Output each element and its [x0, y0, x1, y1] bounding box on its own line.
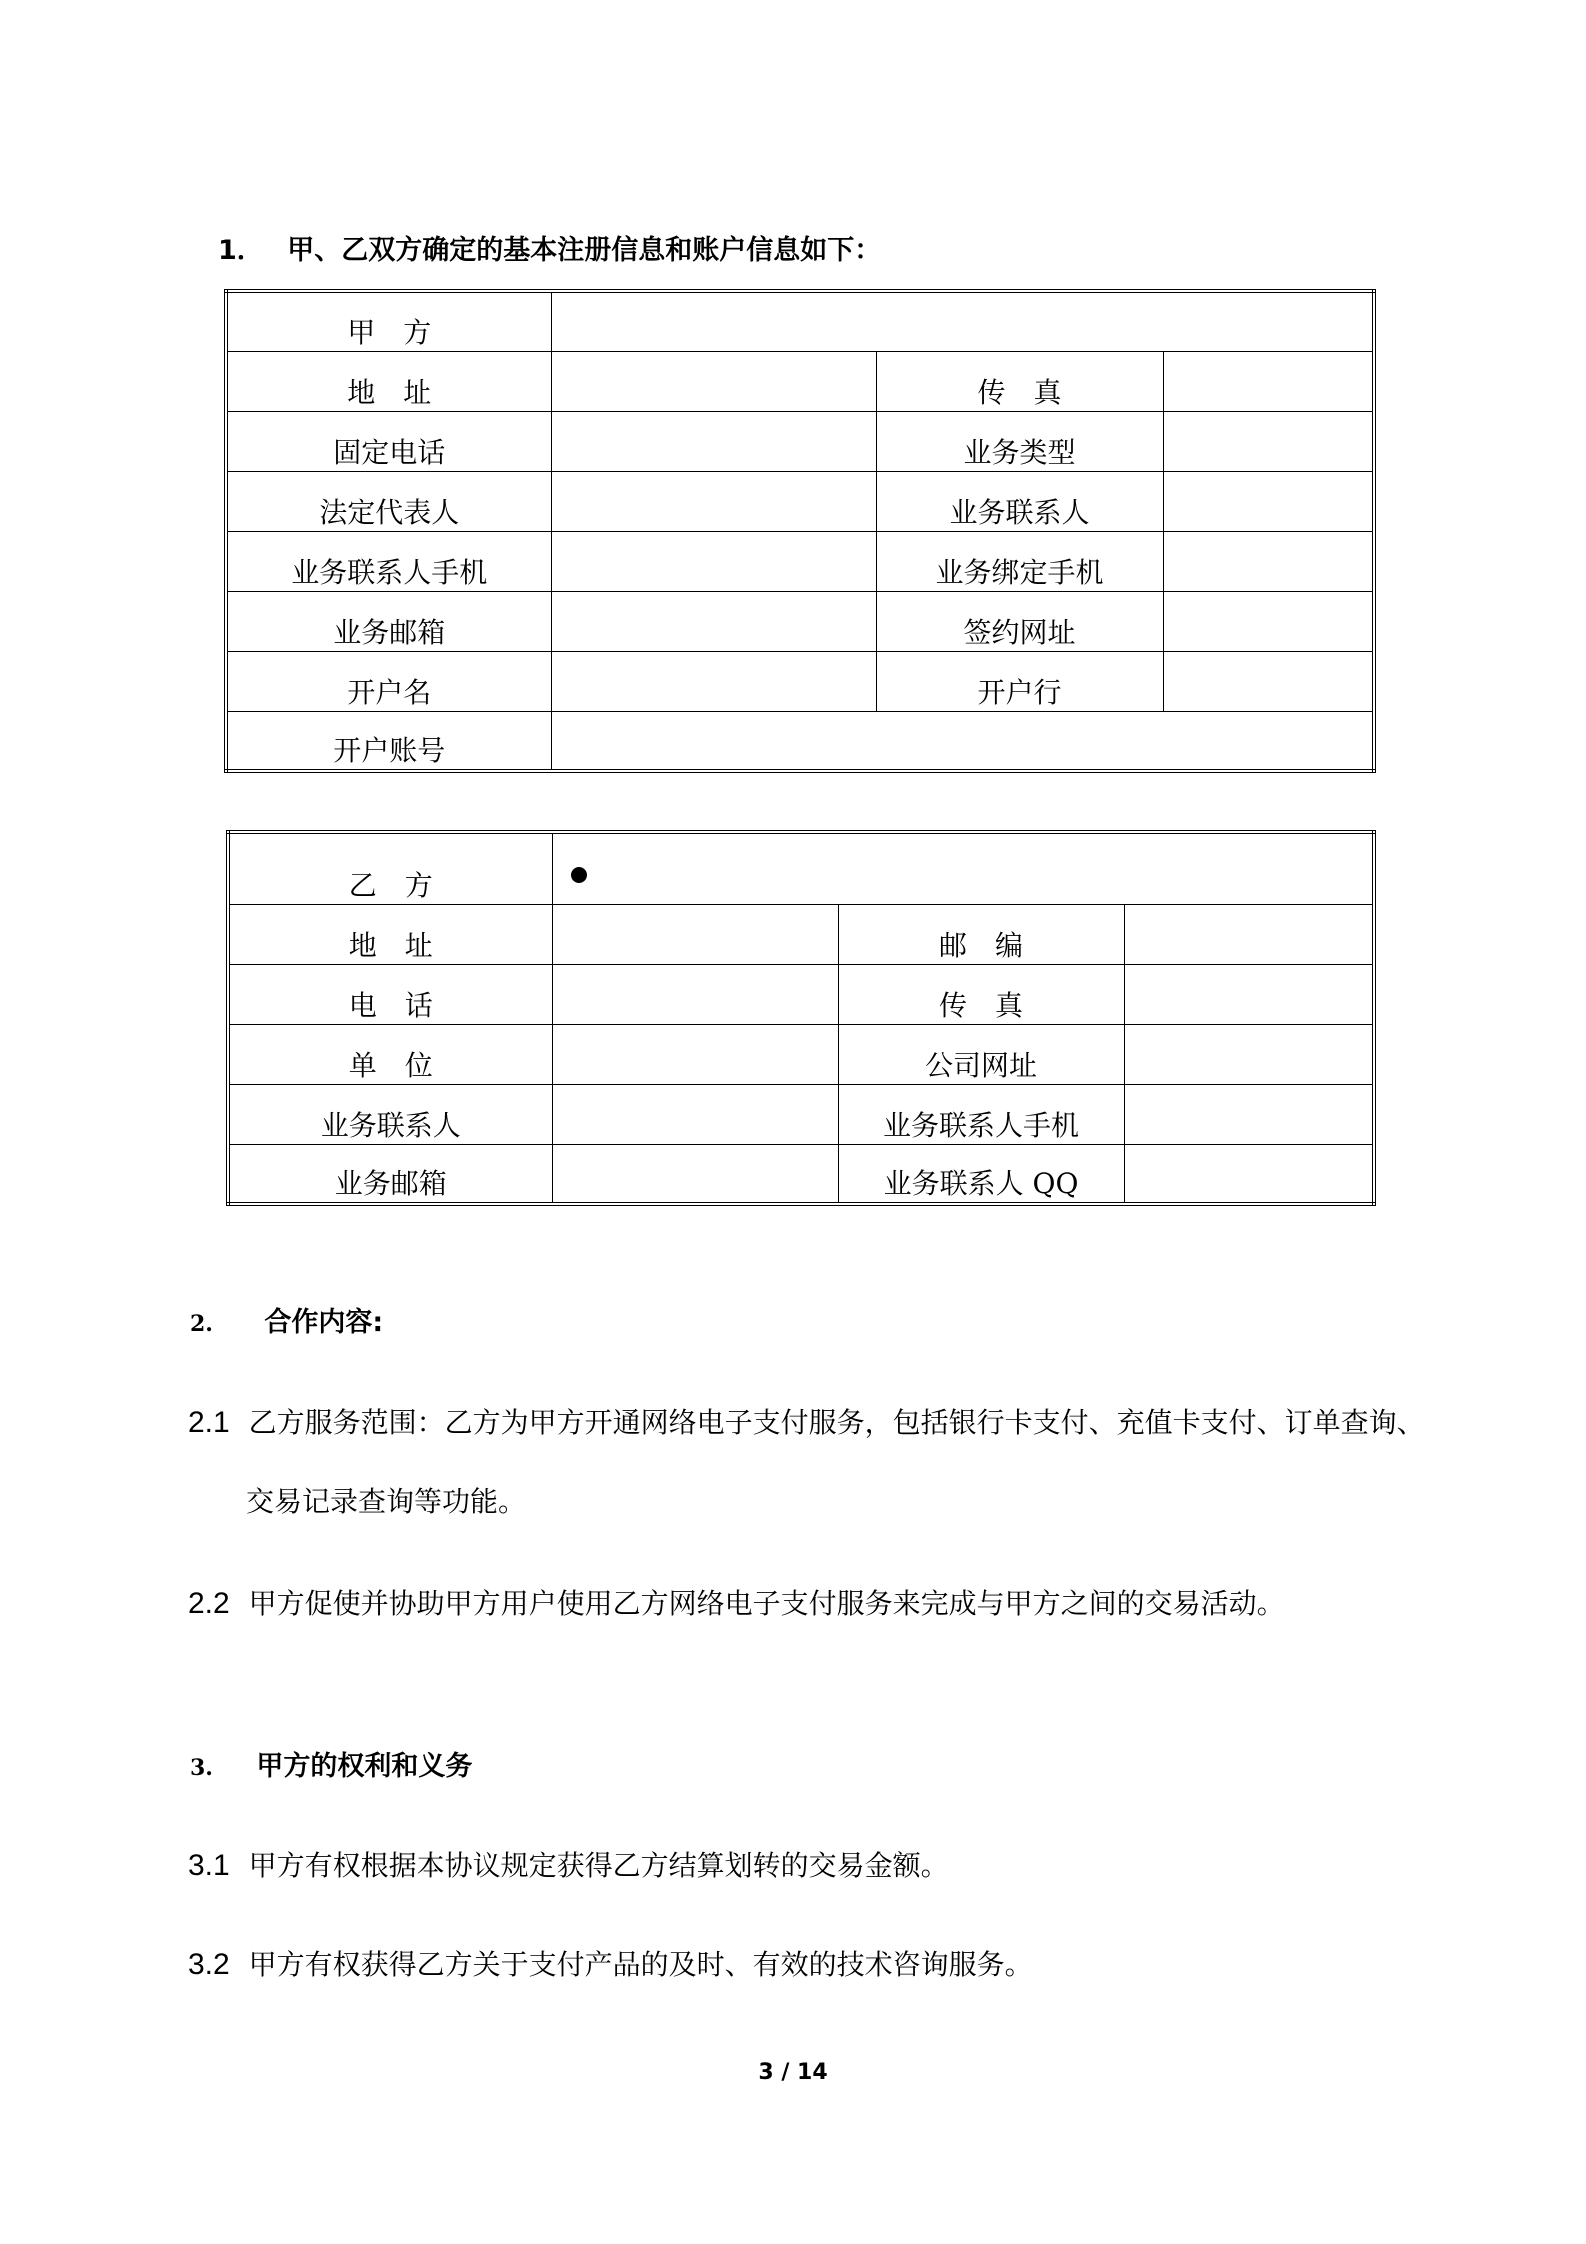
site-value [1163, 591, 1374, 651]
party-a-label: 甲 方 [347, 315, 432, 349]
paragraph-2-2 [188, 1584, 1285, 1624]
paragraph-3-2-number: 3.2 [188, 1948, 230, 1981]
b-contact-value [552, 1084, 838, 1144]
fax-label: 传 真 [977, 375, 1062, 409]
table-row [226, 351, 1374, 411]
account-name-label: 开户名 [347, 675, 432, 709]
account-no-value [551, 711, 1374, 771]
section-3-title: 甲方的权利和义务 [256, 1751, 473, 1782]
party-b-table [226, 830, 1376, 1206]
section-1-heading [218, 228, 881, 267]
account-no-label: 开户账号 [333, 734, 446, 767]
section-3-heading [190, 1744, 472, 1783]
b-website-label: 公司网址 [924, 1048, 1037, 1082]
paragraph-2-1-number: 2.1 [188, 1406, 230, 1439]
page-number-text: 3 / 14 [758, 2060, 828, 2085]
paragraph-2-1-cont [246, 1482, 526, 1522]
b-phone-value [552, 964, 838, 1024]
b-phone-label: 电 话 [348, 988, 433, 1022]
paragraph-2-2-text: 甲方促使并协助甲方用户使用乙方网络电子支付服务来完成与甲方之间的交易活动。 [248, 1587, 1285, 1620]
table-row [228, 1024, 1374, 1084]
section-1-title: 甲、乙双方确定的基本注册信息和账户信息如下： [287, 235, 882, 266]
table-row [226, 471, 1374, 531]
contact-mobile-label: 业务联系人手机 [291, 555, 488, 589]
bullet-icon [571, 867, 587, 883]
b-fax-label: 传 真 [938, 988, 1023, 1022]
table-row [228, 832, 1374, 904]
party-b-label: 乙 方 [348, 868, 433, 902]
phone-label: 固定电话 [333, 435, 446, 469]
legal-rep-value [551, 471, 876, 531]
table-row [228, 904, 1374, 964]
b-contact-qq-label: 业务联系人 QQ [883, 1167, 1079, 1200]
address-value [551, 351, 876, 411]
table-row [226, 651, 1374, 711]
paragraph-2-2-number: 2.2 [188, 1587, 230, 1620]
page-number [0, 2060, 1586, 2085]
business-type-label: 业务类型 [963, 435, 1076, 469]
phone-value [551, 411, 876, 471]
table-row [228, 964, 1374, 1024]
paragraph-3-1-number: 3.1 [188, 1849, 230, 1882]
fax-value [1163, 351, 1374, 411]
b-contact-mobile-value [1124, 1084, 1374, 1144]
b-contact-mobile-label: 业务联系人手机 [882, 1108, 1079, 1142]
bank-label: 开户行 [977, 675, 1062, 709]
b-unit-value [552, 1024, 838, 1084]
table-row [226, 711, 1374, 771]
table-row [226, 591, 1374, 651]
legal-rep-label: 法定代表人 [319, 495, 460, 529]
business-type-value [1163, 411, 1374, 471]
bound-mobile-label: 业务绑定手机 [935, 555, 1104, 589]
email-value [551, 591, 876, 651]
paragraph-3-1-text: 甲方有权根据本协议规定获得乙方结算划转的交易金额。 [248, 1849, 949, 1882]
b-contact-qq-value [1124, 1144, 1374, 1204]
bound-mobile-value [1163, 531, 1374, 591]
section-2-title: 合作内容: [264, 1307, 384, 1338]
b-email-value [552, 1144, 838, 1204]
email-label: 业务邮箱 [333, 615, 446, 649]
b-website-value [1124, 1024, 1374, 1084]
b-postcode-value [1124, 904, 1374, 964]
contact-label: 业务联系人 [949, 495, 1090, 529]
contact-value [1163, 471, 1374, 531]
b-unit-label: 单 位 [348, 1048, 433, 1082]
table-row [226, 411, 1374, 471]
b-fax-value [1124, 964, 1374, 1024]
paragraph-2-1-line-1: 乙方服务范围：乙方为甲方开通网络电子支付服务，包括银行卡支付、充值卡支付、订单查询、 [248, 1406, 1425, 1439]
section-3-number: 3. [190, 1755, 213, 1781]
party-a-value [551, 291, 1374, 351]
paragraph-3-2 [188, 1945, 1033, 1985]
contact-mobile-value [551, 531, 876, 591]
paragraph-3-2-text: 甲方有权获得乙方关于支付产品的及时、有效的技术咨询服务。 [248, 1948, 1033, 1981]
section-1-number: 1． [218, 235, 264, 266]
address-label: 地 址 [347, 375, 432, 409]
table-row [226, 291, 1374, 351]
table-row [228, 1084, 1374, 1144]
b-address-label: 地 址 [348, 928, 433, 962]
paragraph-2-1-line-2: 交易记录查询等功能。 [246, 1485, 527, 1518]
b-email-label: 业务邮箱 [334, 1167, 447, 1200]
b-contact-label: 业务联系人 [320, 1108, 461, 1142]
bank-value [1163, 651, 1374, 711]
account-name-value [551, 651, 876, 711]
table-row [226, 531, 1374, 591]
section-2-heading [190, 1300, 383, 1339]
paragraph-3-1 [188, 1846, 949, 1886]
b-postcode-label: 邮 编 [938, 928, 1023, 962]
b-address-value [552, 904, 838, 964]
section-2-number: 2. [190, 1311, 213, 1337]
paragraph-2-1 [188, 1403, 1428, 1443]
site-label: 签约网址 [963, 615, 1076, 649]
table-row [228, 1144, 1374, 1204]
party-a-table [224, 289, 1376, 773]
party-b-value [552, 832, 1374, 904]
